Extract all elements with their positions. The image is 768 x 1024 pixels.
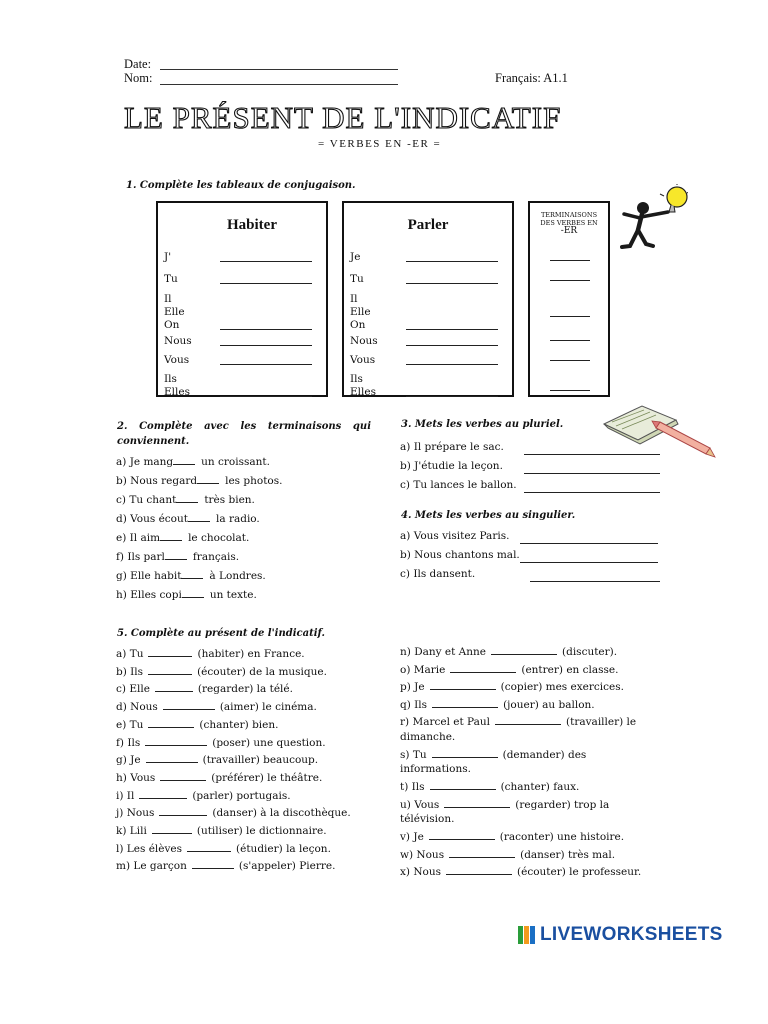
exercise5-item: [116, 666, 327, 678]
date-label: Date:: [124, 57, 152, 71]
item-verb-hint: (étudier) la leçon.: [236, 842, 331, 855]
name-label: Nom:: [124, 71, 153, 85]
verb-input-blank[interactable]: [429, 839, 495, 840]
pronoun-label: J': [164, 251, 172, 263]
item-subject: n) Dany et Anne: [400, 646, 486, 658]
item-verb-hint: (préférer) le théâtre.: [211, 771, 323, 784]
exercise5-item: [116, 754, 318, 766]
exercise5-item: [400, 646, 617, 658]
exercise5-item: [116, 790, 291, 802]
plural-answer-line[interactable]: [524, 453, 660, 455]
exercise5-item: [116, 843, 331, 855]
exercise3-item: a) Il prépare le sac.: [400, 441, 504, 453]
verb-input-blank[interactable]: [139, 798, 187, 799]
item-verb-hint: (écouter) de la musique.: [197, 665, 327, 678]
course-label: Français: A1.1: [495, 71, 568, 85]
pronoun-label: Nous: [164, 335, 192, 347]
verb-input-blank[interactable]: [432, 707, 498, 708]
exercise5-item: [400, 866, 641, 878]
pronoun-label: Tu: [350, 273, 364, 285]
item-stem: f) Ils parl: [116, 551, 165, 563]
verb-input-blank[interactable]: [155, 691, 193, 692]
conjugation-blank[interactable]: [406, 260, 498, 262]
conjugation-blank[interactable]: [406, 344, 498, 346]
exercise5-item: [116, 772, 322, 784]
exercise3-item: b) J'étudie la leçon.: [400, 460, 503, 472]
singular-answer-line[interactable]: [520, 542, 658, 544]
pronoun-label: Il Elle On: [164, 293, 185, 331]
item-continuation: dimanche.: [400, 730, 456, 743]
exercise4-item: a) Vous visitez Paris.: [400, 530, 510, 542]
exercise5-item: [400, 699, 595, 711]
verb-input-blank[interactable]: [450, 672, 516, 673]
exercise5-item: [400, 749, 586, 761]
habiter-rows: [158, 203, 326, 398]
item-stem: a) Je mang: [116, 456, 174, 468]
pronoun-label: Ils Elles: [164, 373, 190, 398]
name-input-line[interactable]: [160, 84, 398, 85]
conjugation-blank[interactable]: [406, 328, 498, 330]
exercise5-item: [400, 681, 624, 693]
item-subject: u) Vous: [400, 798, 440, 811]
item-subject: m) Le garçon: [116, 860, 187, 873]
exercise2-item: [116, 513, 260, 525]
verb-input-blank[interactable]: [148, 656, 192, 657]
pronoun-label: Tu: [164, 273, 178, 285]
item-continuation: télévision.: [400, 813, 455, 825]
verb-input-blank[interactable]: [159, 815, 207, 816]
item-subject: a) Tu: [116, 648, 144, 660]
item-subject: f) Ils: [116, 736, 141, 749]
item-verb-hint: (chanter) faux.: [500, 781, 580, 793]
verb-input-blank[interactable]: [491, 654, 557, 655]
item-verb-hint: (écouter) le professeur.: [517, 866, 642, 878]
exercise4-item: c) Ils dansent.: [400, 568, 476, 580]
verb-input-blank[interactable]: [432, 757, 498, 758]
item-verb-hint: (danser) à la discothèque.: [212, 807, 351, 820]
ending-input-blank[interactable]: [188, 521, 210, 522]
item-verb-hint: (danser) très mal.: [520, 848, 616, 861]
exercise2-item: [116, 589, 257, 601]
stick-figure-lightbulb-icon: [616, 184, 688, 250]
ending-blank[interactable]: [550, 339, 590, 341]
exercise5-item: [116, 737, 326, 749]
exercise5-item: [116, 719, 278, 731]
exercise5-item: [116, 825, 327, 837]
item-subject: e) Tu: [116, 718, 144, 731]
item-subject: x) Nous: [400, 866, 442, 878]
conjugation-blank[interactable]: [220, 363, 312, 365]
item-verb-hint: (chanter) bien.: [199, 718, 279, 731]
exercise5-item: [116, 648, 305, 660]
item-verb-hint: (parler) portugais.: [192, 789, 291, 802]
verb-input-blank[interactable]: [163, 709, 215, 710]
date-input-line[interactable]: [160, 69, 398, 70]
plural-answer-line[interactable]: [524, 472, 660, 474]
exercise5-item: [116, 683, 293, 695]
pronoun-label: Il Elle On: [350, 293, 371, 331]
conjugation-blank[interactable]: [406, 282, 498, 284]
verb-input-blank[interactable]: [192, 868, 234, 869]
verb-input-blank[interactable]: [495, 724, 561, 725]
item-continuation: informations.: [400, 763, 471, 775]
conjugation-table-habiter: [156, 201, 328, 397]
item-subject: v) Je: [400, 831, 424, 843]
exercise3-item: c) Tu lances le ballon.: [400, 479, 517, 491]
singular-answer-line[interactable]: [520, 561, 658, 563]
item-verb-hint: (regarder) trop la: [515, 798, 610, 811]
pronoun-label: Vous: [350, 354, 376, 366]
item-verb-hint: (travailler) beaucoup.: [202, 754, 319, 767]
pronoun-label: Nous: [350, 335, 378, 347]
liveworksheets-brand: LIVEWORKSHEETS: [540, 924, 723, 945]
ending-blank[interactable]: [550, 315, 590, 317]
verb-input-blank[interactable]: [430, 689, 496, 690]
verb-input-blank[interactable]: [187, 851, 231, 852]
endings-table: [528, 201, 610, 397]
item-subject: i) Il: [116, 789, 135, 802]
item-stem: c) Tu chant: [116, 494, 177, 506]
item-subject: k) Lili: [116, 825, 147, 837]
pronoun-label: Ils Elles: [350, 373, 376, 398]
exercise5-item: [400, 664, 618, 676]
item-subject: c) Elle: [116, 683, 150, 696]
item-verb-hint: (regarder) la télé.: [197, 683, 293, 696]
item-verb-hint: (aimer) le cinéma.: [219, 701, 317, 714]
exercise5-item: [400, 849, 615, 861]
item-verb-hint: (raconter) une histoire.: [499, 831, 625, 843]
section4-heading: 4. Mets les verbes au singulier.: [401, 510, 576, 521]
item-verb-hint: (poser) une question.: [212, 736, 326, 749]
exercise5-item: [116, 701, 317, 713]
ending-blank[interactable]: [550, 279, 590, 281]
item-rest: les photos.: [225, 475, 283, 487]
item-rest: un texte.: [209, 589, 257, 601]
item-rest: la radio.: [215, 513, 260, 525]
item-rest: le chocolat.: [188, 532, 250, 544]
exercise2-item: [116, 570, 266, 582]
item-verb-hint: (demander) des: [502, 748, 587, 761]
verb-input-blank[interactable]: [444, 807, 510, 808]
item-verb-hint: (s'appeler) Pierre.: [238, 860, 336, 873]
item-subject: g) Je: [116, 754, 141, 767]
item-verb-hint: (utiliser) le dictionnaire.: [196, 825, 327, 837]
exercise5-item: [116, 807, 351, 819]
exercise2-item: [116, 494, 255, 506]
exercise2-item: [116, 551, 239, 563]
item-stem: g) Elle habit: [116, 570, 182, 582]
conjugation-blank[interactable]: [220, 260, 312, 262]
exercise5-item: [400, 781, 579, 793]
item-subject: j) Nous: [116, 807, 155, 820]
item-stem: h) Elles copi: [116, 589, 182, 601]
ending-blank[interactable]: [550, 389, 590, 391]
item-subject: o) Marie: [400, 663, 446, 676]
verb-input-blank[interactable]: [160, 780, 206, 781]
ending-input-blank[interactable]: [165, 559, 187, 560]
singular-answer-line[interactable]: [530, 580, 660, 582]
ending-input-blank[interactable]: [173, 464, 195, 465]
item-rest: très bien.: [204, 494, 255, 506]
ending-rows: [530, 203, 608, 395]
item-verb-hint: (jouer) au ballon.: [503, 698, 595, 711]
item-stem: e) Il aim: [116, 532, 161, 544]
item-subject: w) Nous: [400, 848, 445, 861]
conjugation-blank[interactable]: [406, 395, 498, 397]
exercise5-item: [400, 799, 609, 811]
conjugation-blank[interactable]: [406, 363, 498, 365]
verb-input-blank[interactable]: [145, 745, 207, 746]
ending-blank[interactable]: [550, 259, 590, 261]
item-stem: b) Nous regard: [116, 475, 198, 487]
plural-answer-line[interactable]: [524, 491, 660, 493]
exercise5-item: [400, 716, 636, 728]
item-subject: r) Marcel et Paul: [400, 716, 491, 728]
item-subject: q) Ils: [400, 698, 428, 711]
item-subject: d) Nous: [116, 701, 158, 714]
item-verb-hint: (entrer) en classe.: [521, 663, 619, 676]
section3-heading: 3. Mets les verbes au pluriel.: [401, 419, 564, 430]
liveworksheets-logo-icon: [517, 925, 537, 945]
exercise5-item: [400, 831, 624, 843]
verb-input-blank[interactable]: [449, 857, 515, 858]
verb-title-habiter: Habiter: [227, 217, 277, 233]
item-rest: un croissant.: [201, 456, 270, 468]
item-verb-hint: (habiter) en France.: [197, 648, 305, 660]
page-title: LE PRÉSENT DE L'INDICATIF: [124, 100, 562, 135]
page-subtitle: = VERBES EN -ER =: [318, 138, 442, 150]
verb-input-blank[interactable]: [152, 833, 192, 834]
exercise4-item: b) Nous chantons mal.: [400, 549, 520, 561]
conjugation-blank[interactable]: [220, 344, 312, 346]
item-verb-hint: (copier) mes exercices.: [500, 681, 624, 693]
verb-input-blank[interactable]: [146, 762, 198, 763]
exercise2-item: [116, 532, 249, 544]
verb-title-parler: Parler: [407, 217, 449, 233]
liveworksheets-logo: [517, 924, 723, 946]
exercise2-item: [116, 475, 282, 487]
endings-title: TERMINAISONS DES VERBES EN -ER: [540, 211, 598, 236]
section5-heading: 5. Complète au présent de l'indicatif.: [117, 628, 325, 639]
section2-heading: 2. Complète avec les terminaisons qui conviennent.: [117, 421, 371, 447]
ending-input-blank[interactable]: [176, 502, 198, 503]
item-stem: d) Vous écout: [116, 513, 188, 525]
section1-heading: 1. Complète les tableaux de conjugaison.: [126, 180, 356, 191]
item-subject: s) Tu: [400, 748, 427, 761]
verb-input-blank[interactable]: [148, 727, 194, 728]
conjugation-table-parler: [342, 201, 514, 397]
item-subject: p) Je: [400, 681, 425, 693]
conjugation-blank[interactable]: [220, 328, 312, 330]
item-subject: h) Vous: [116, 771, 156, 784]
notebook-pencil-icon: [598, 402, 716, 460]
pronoun-label: Vous: [164, 354, 190, 366]
exercise2-item: [116, 456, 270, 468]
item-subject: t) Ils: [400, 781, 425, 793]
item-rest: français.: [192, 551, 240, 563]
verb-input-blank[interactable]: [446, 874, 512, 875]
item-rest: à Londres.: [209, 570, 266, 582]
ending-blank[interactable]: [550, 359, 590, 361]
ending-input-blank[interactable]: [197, 483, 219, 484]
item-verb-hint: (travailler) le: [566, 716, 637, 728]
item-subject: b) Ils: [116, 665, 144, 678]
verb-input-blank[interactable]: [148, 674, 192, 675]
conjugation-blank[interactable]: [220, 395, 312, 397]
item-subject: l) Les élèves: [116, 842, 183, 855]
ending-input-blank[interactable]: [160, 540, 182, 541]
item-verb-hint: (discuter).: [562, 646, 618, 658]
ending-input-blank[interactable]: [182, 597, 204, 598]
pronoun-label: Je: [350, 251, 361, 263]
parler-rows: [344, 203, 512, 398]
exercise5-item: [116, 860, 335, 872]
verb-input-blank[interactable]: [430, 789, 496, 790]
conjugation-blank[interactable]: [220, 282, 312, 284]
ending-input-blank[interactable]: [181, 578, 203, 579]
